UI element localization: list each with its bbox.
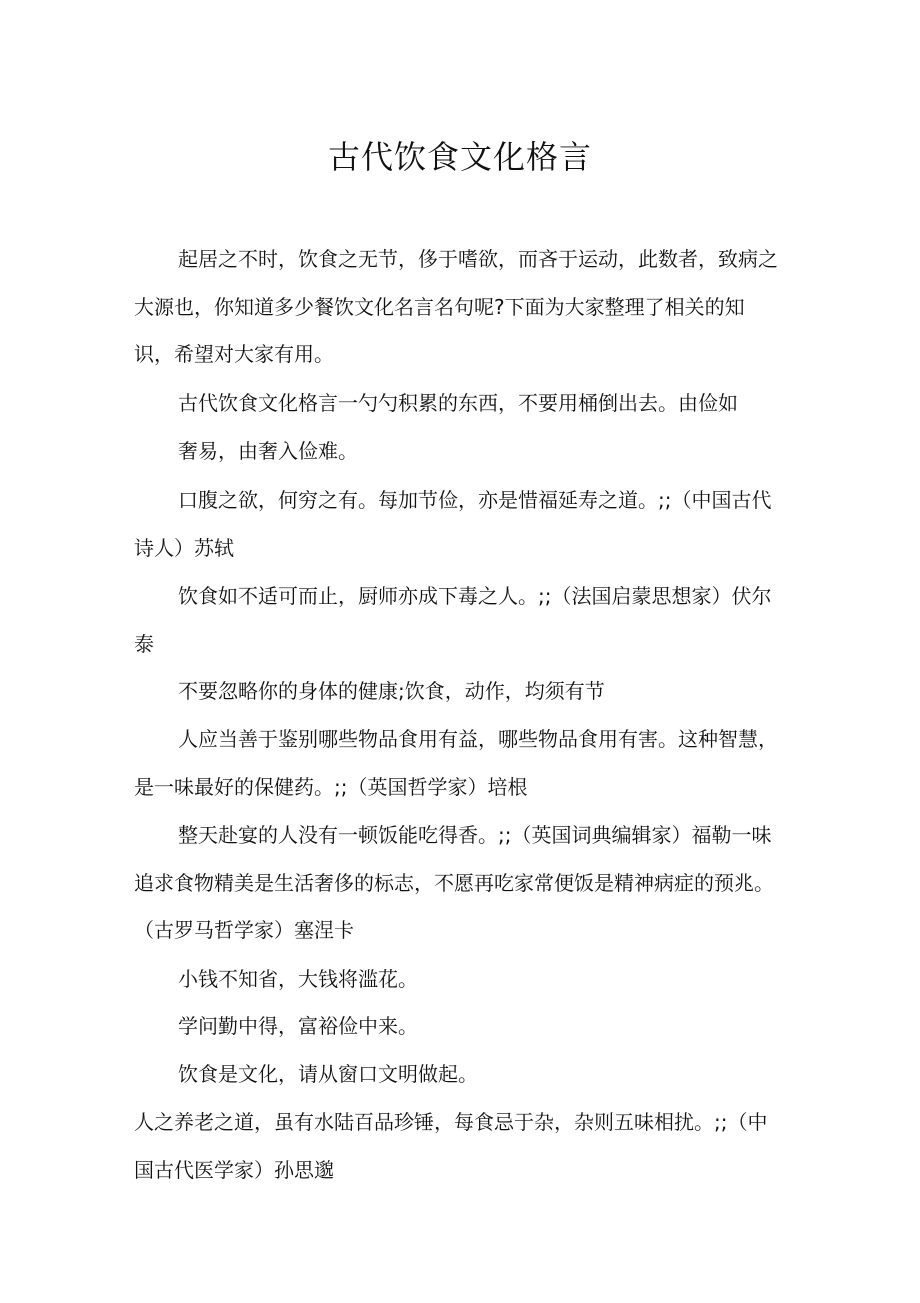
- paragraph-quote-sushi: 口腹之欲，何穷之有。每加节俭，亦是惜福延寿之道。;;（中国古代诗人）苏轼: [134, 488, 772, 560]
- paragraph-quote-voltaire: 饮食如不适可而止，厨师亦成下毒之人。;;（法国启蒙思想家）伏尔泰: [134, 584, 772, 656]
- paragraph-quote-bucket: 古代饮食文化格言一勺勺积累的东西，不要用桶倒出去。由俭如: [178, 391, 738, 415]
- document-title: 古代饮食文化格言: [327, 138, 592, 176]
- paragraph-intro: 起居之不时，饮食之无节，侈于嗜欲，而吝于运动，此数者，致病之大源也，你知道多少餐饮文化名言名句呢?下面为大家整理了相关的知识，希望对大家有用。: [134, 247, 778, 366]
- paragraph-quote-diligence: 学问勤中得，富裕俭中来。: [178, 1014, 418, 1038]
- paragraph-quote-fuller-seneca: 整天赴宴的人没有一顿饭能吃得香。;;（英国词典编辑家）福勒一味追求食物精美是生活奢侈的标志，不愿再吃家常便饭是精神病症的预兆。（古罗马哲学家）塞涅卡: [134, 823, 774, 942]
- paragraph-quote-culture: 饮食是文化，请从窗口文明做起。: [178, 1062, 478, 1086]
- paragraph-quote-bacon: 人应当善于鉴别哪些物品食用有益，哪些物品食用有害。这种智慧，是一味最好的保健药。;;（英国哲学家）培根: [134, 727, 778, 799]
- paragraph-quote-money: 小钱不知省，大钱将滥花。: [178, 967, 418, 991]
- paragraph-quote-health: 不要忽略你的身体的健康;饮食，动作，均须有节: [178, 679, 605, 703]
- paragraph-quote-bucket-cont: 奢易，由奢入俭难。: [178, 439, 358, 463]
- paragraph-quote-sunsimiao: 人之养老之道，虽有水陆百品珍锤，每食忌于杂，杂则五味相扰。;;（中国古代医学家）孙思邈: [134, 1110, 768, 1182]
